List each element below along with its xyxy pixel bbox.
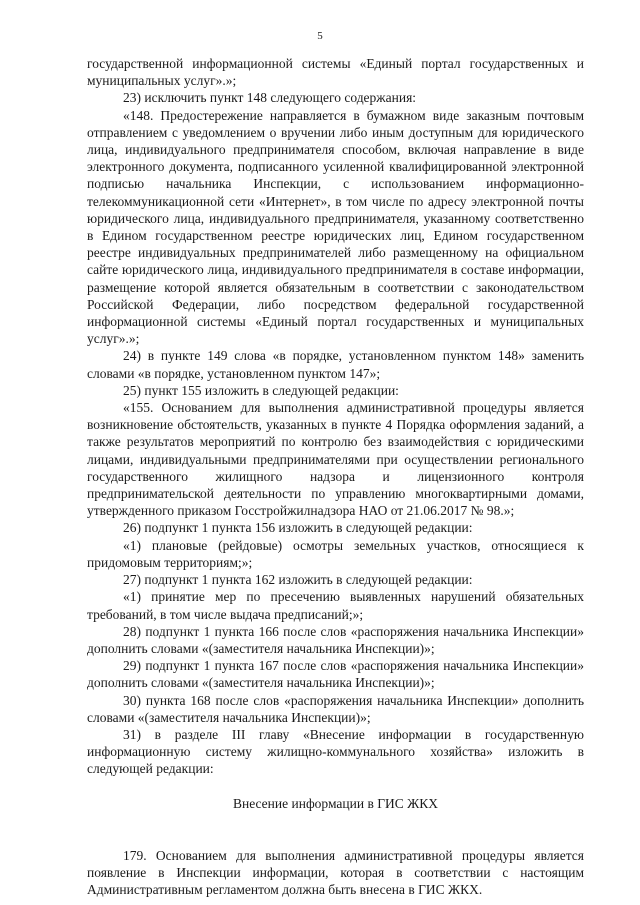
paragraph-item-26: 26) подпункт 1 пункта 156 изложить в следующей редакции: <box>123 520 473 536</box>
section-heading: Внесение информации в ГИС ЖКХ <box>232 795 439 811</box>
paragraph-item-25: 25) пункт 155 изложить в следующей редакции: <box>123 382 399 398</box>
page-number: 5 <box>317 30 323 42</box>
paragraph-179: 179. Основанием для выполнения административной процедуры является появление в Инспекции информации, которая в соответствии с настоящим Административным регламентом должна быть внесена в ГИС ЖКХ. <box>87 847 584 898</box>
paragraph-item-27: 27) подпункт 1 пункта 162 изложить в следующей редакции: <box>123 572 473 588</box>
paragraph-quote-155: «155. Основанием для выполнения административной процедуры является возникновение обстоятельств, указанных в пункте 4 Порядка оформления заданий, а также результатов мероприятий по контролю без взаимодействия с юридическими лицами, индивидуальными предпринимателями при осуществлении регионального государственного жилищного надзора и лицензионного контроля предпринимательской деятельности по управлению многоквартирными домами, утвержденного приказом Госстройжилнадзора НАО от 21.06.2017 № 98.»; <box>87 400 584 519</box>
paragraph-quote-156-1: «1) плановые (рейдовые) осмотры земельных участков, относящиеся к придомовым территориям;»; <box>87 537 584 570</box>
document-body <box>87 55 584 898</box>
paragraph-quote-148: «148. Предостережение направляется в бумажном виде заказным почтовым отправлением с уведомлением о вручении либо иным доступным для юридического лица, индивидуального предпринимателя способом, включая направление в виде электронного документа, подписанного усиленной квалифицированной электронной подписью начальника Инспекции, с использованием информационно-телекоммуникационной сети «Интернет», в том числе по адресу электронной почты юридического лица, индивидуального предпринимателя, указанному соответственно в Едином государственном реестре юридических лиц, Едином государственном реестре индивидуальных предпринимателей либо размещенному на официальном сайте юридического лица, индивидуального предпринимателя в составе информации, размещение которой является обязательным в соответствии с законодательством Российской Федерации, либо посредством федеральной государственной информационной системы «Единый портал государственных и муниципальных услуг».»; <box>87 107 584 347</box>
paragraph-continuation: государственной информационной системы «Единый портал государственных и муниципальных услуг».»; <box>87 56 584 89</box>
paragraph-item-29: 29) подпункт 1 пункта 167 после слов «распоряжения начальника Инспекции» дополнить словами «(заместителя начальника Инспекции)»; <box>87 658 584 691</box>
paragraph-item-30: 30) пункта 168 после слов «распоряжения начальника Инспекции» дополнить словами «(заместителя начальника Инспекции)»; <box>87 692 584 725</box>
paragraph-quote-162-1: «1) принятие мер по пресечению выявленных нарушений обязательных требований, в том числе выдача предписаний;»; <box>87 589 584 622</box>
paragraph-item-28: 28) подпункт 1 пункта 166 после слов «распоряжения начальника Инспекции» дополнить словами «(заместителя начальника Инспекции)»; <box>87 623 584 656</box>
paragraph-item-23: 23) исключить пункт 148 следующего содержания: <box>123 90 417 106</box>
paragraph-item-24: 24) в пункте 149 слова «в порядке, установленном пунктом 148» заменить словами «в порядке, установленном пунктом 147»; <box>87 348 584 381</box>
paragraph-item-31: 31) в разделе III главу «Внесение информации в государственную информационную систему жилищно-коммунального хозяйства» изложить в следующей редакции: <box>87 726 584 777</box>
